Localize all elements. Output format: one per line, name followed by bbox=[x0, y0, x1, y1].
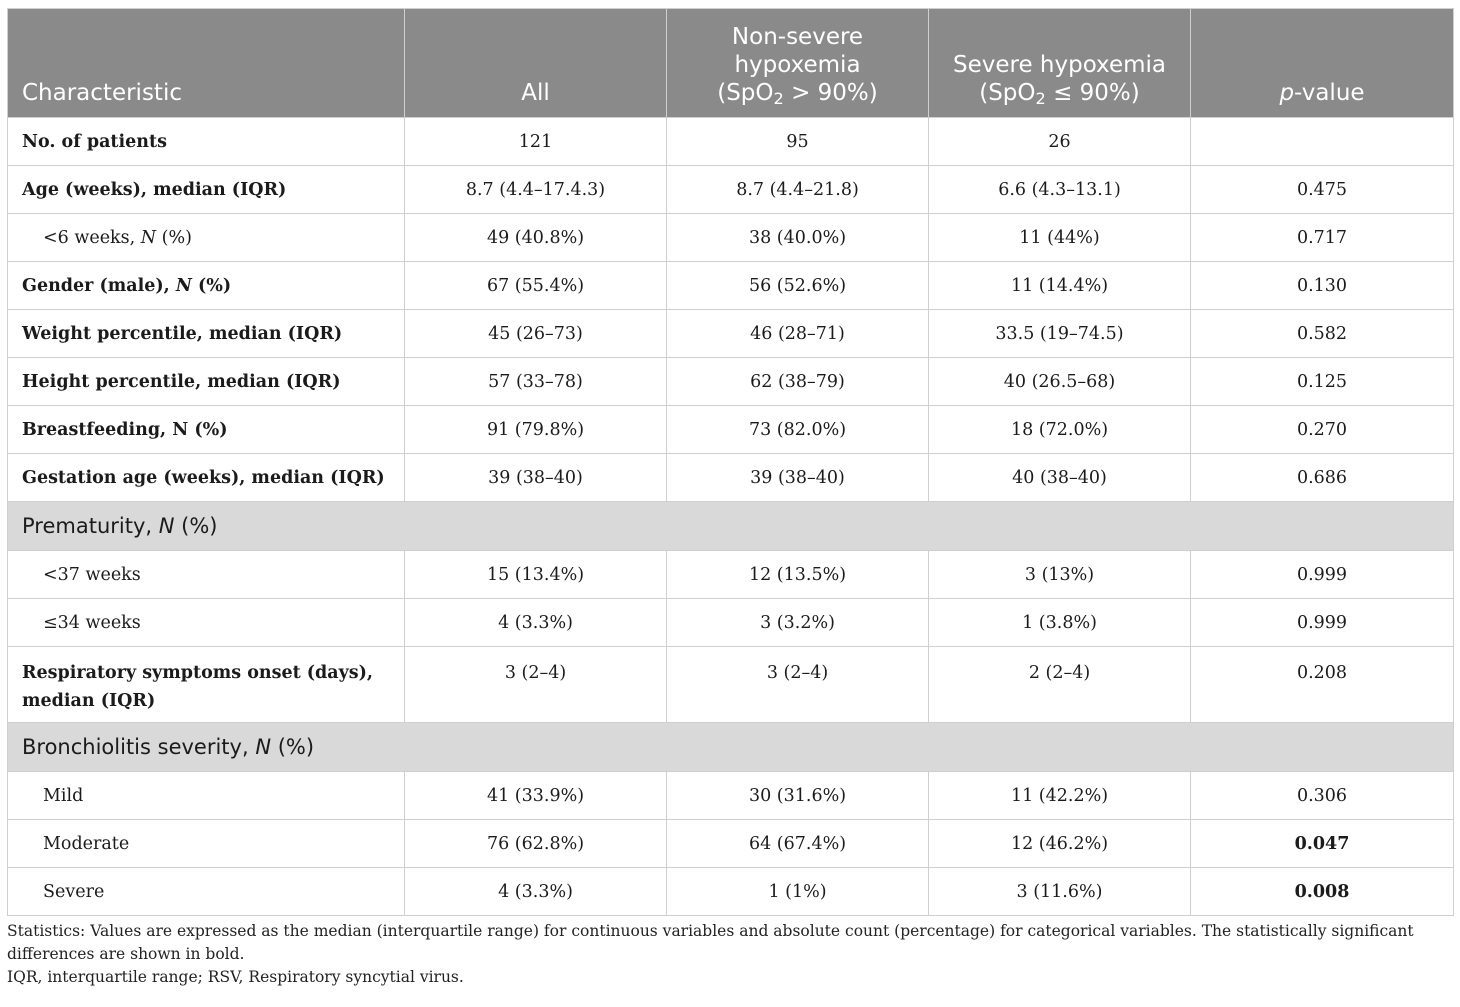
row-label: Mild bbox=[8, 772, 405, 820]
cell-all: 8.7 (4.4–17.4.3) bbox=[405, 166, 667, 214]
table-row bbox=[8, 647, 1454, 723]
cell-non-severe: 39 (38–40) bbox=[667, 454, 929, 502]
cell-severe: 11 (42.2%) bbox=[929, 772, 1191, 820]
cell-severe: 33.5 (19–74.5) bbox=[929, 310, 1191, 358]
cell-severe: 26 bbox=[929, 118, 1191, 166]
cell-severe: 1 (3.8%) bbox=[929, 599, 1191, 647]
header-row bbox=[8, 9, 1454, 118]
cell-pvalue-significant: 0.008 bbox=[1191, 868, 1454, 916]
cell-severe: 12 (46.2%) bbox=[929, 820, 1191, 868]
cell-all: 4 (3.3%) bbox=[405, 599, 667, 647]
table-row bbox=[8, 772, 1454, 820]
cell-pvalue bbox=[1191, 118, 1454, 166]
row-label-pre: <6 weeks, bbox=[43, 227, 141, 248]
table-row bbox=[8, 868, 1454, 916]
section-row-bronchiolitis bbox=[8, 723, 1454, 772]
table-row bbox=[8, 118, 1454, 166]
row-label-post: (%) bbox=[156, 227, 192, 248]
row-label: Weight percentile, median (IQR) bbox=[8, 310, 405, 358]
cell-non-severe: 12 (13.5%) bbox=[667, 551, 929, 599]
footnote-abbreviations: IQR, interquartile range; RSV, Respiratory syncytial virus. bbox=[7, 968, 464, 986]
table-row bbox=[8, 262, 1454, 310]
header-all: All bbox=[405, 9, 667, 118]
cell-severe: 40 (38–40) bbox=[929, 454, 1191, 502]
cell-non-severe: 95 bbox=[667, 118, 929, 166]
cell-severe: 2 (2–4) bbox=[929, 647, 1191, 723]
table-row bbox=[8, 310, 1454, 358]
section-title-post: (%) bbox=[174, 514, 218, 538]
table-row bbox=[8, 214, 1454, 262]
cell-pvalue: 0.208 bbox=[1191, 647, 1454, 723]
cell-pvalue: 0.717 bbox=[1191, 214, 1454, 262]
header-severe-line1: Severe hypoxemia bbox=[952, 52, 1167, 78]
section-title-pre: Bronchiolitis severity, bbox=[22, 735, 256, 759]
table-row bbox=[8, 358, 1454, 406]
cell-severe: 6.6 (4.3–13.1) bbox=[929, 166, 1191, 214]
cell-non-severe: 73 (82.0%) bbox=[667, 406, 929, 454]
cell-pvalue-significant: 0.047 bbox=[1191, 820, 1454, 868]
cell-severe: 40 (26.5–68) bbox=[929, 358, 1191, 406]
row-label: Age (weeks), median (IQR) bbox=[8, 166, 405, 214]
header-characteristic: Characteristic bbox=[8, 9, 405, 118]
row-label: Severe bbox=[8, 868, 405, 916]
cell-all: 67 (55.4%) bbox=[405, 262, 667, 310]
row-label: Height percentile, median (IQR) bbox=[8, 358, 405, 406]
section-row-prematurity bbox=[8, 502, 1454, 551]
row-label-post: (%) bbox=[191, 275, 232, 296]
cell-non-severe: 46 (28–71) bbox=[667, 310, 929, 358]
row-label: Moderate bbox=[8, 820, 405, 868]
cell-severe: 3 (13%) bbox=[929, 551, 1191, 599]
cell-severe: 3 (11.6%) bbox=[929, 868, 1191, 916]
header-non-severe-line3-post: > 90%) bbox=[783, 80, 878, 106]
cell-all: 3 (2–4) bbox=[405, 647, 667, 723]
header-severe-line2-post: ≤ 90%) bbox=[1045, 80, 1140, 106]
row-label-line2: median (IQR) bbox=[22, 691, 156, 711]
header-non-severe-line2: hypoxemia bbox=[734, 52, 861, 78]
cell-non-severe: 62 (38–79) bbox=[667, 358, 929, 406]
cell-all: 49 (40.8%) bbox=[405, 214, 667, 262]
cell-all: 121 bbox=[405, 118, 667, 166]
header-non-severe bbox=[667, 9, 929, 118]
cell-pvalue: 0.582 bbox=[1191, 310, 1454, 358]
cell-non-severe: 30 (31.6%) bbox=[667, 772, 929, 820]
table-row bbox=[8, 406, 1454, 454]
header-pvalue bbox=[1191, 9, 1454, 118]
header-severe-sub: 2 bbox=[1035, 89, 1046, 109]
cell-pvalue: 0.270 bbox=[1191, 406, 1454, 454]
characteristics-table bbox=[7, 8, 1454, 916]
header-severe-line2-pre: (SpO bbox=[979, 80, 1036, 106]
cell-non-severe: 38 (40.0%) bbox=[667, 214, 929, 262]
section-title-post: (%) bbox=[271, 735, 315, 759]
cell-pvalue: 0.306 bbox=[1191, 772, 1454, 820]
cell-non-severe: 3 (2–4) bbox=[667, 647, 929, 723]
row-label bbox=[8, 214, 405, 262]
footnote-statistics: Statistics: Values are expressed as the median (interquartile range) for continuous variables and absolute count (percentage) for categorical variables. The statistically significant differences are shown in bold. bbox=[7, 922, 1414, 963]
cell-severe: 18 (72.0%) bbox=[929, 406, 1191, 454]
header-non-severe-line3-pre: (SpO bbox=[717, 80, 774, 106]
section-title bbox=[8, 723, 1454, 772]
row-label-line1: Respiratory symptoms onset (days), bbox=[22, 663, 374, 683]
header-severe bbox=[929, 9, 1191, 118]
cell-all: 57 (33–78) bbox=[405, 358, 667, 406]
header-non-severe-line1: Non-severe bbox=[731, 24, 864, 50]
cell-severe: 11 (44%) bbox=[929, 214, 1191, 262]
cell-non-severe: 1 (1%) bbox=[667, 868, 929, 916]
cell-non-severe: 3 (3.2%) bbox=[667, 599, 929, 647]
cell-pvalue: 0.999 bbox=[1191, 599, 1454, 647]
cell-pvalue: 0.686 bbox=[1191, 454, 1454, 502]
section-title bbox=[8, 502, 1454, 551]
row-label: No. of patients bbox=[8, 118, 405, 166]
row-label: Breastfeeding, N (%) bbox=[8, 406, 405, 454]
table-row bbox=[8, 820, 1454, 868]
cell-all: 41 (33.9%) bbox=[405, 772, 667, 820]
cell-all: 39 (38–40) bbox=[405, 454, 667, 502]
cell-non-severe: 64 (67.4%) bbox=[667, 820, 929, 868]
cell-non-severe: 8.7 (4.4–21.8) bbox=[667, 166, 929, 214]
section-title-pre: Prematurity, bbox=[22, 514, 159, 538]
cell-all: 15 (13.4%) bbox=[405, 551, 667, 599]
section-title-italic: N bbox=[158, 514, 175, 538]
table-row bbox=[8, 551, 1454, 599]
table-footnotes bbox=[7, 920, 1453, 989]
cell-all: 91 (79.8%) bbox=[405, 406, 667, 454]
cell-all: 4 (3.3%) bbox=[405, 868, 667, 916]
table-row bbox=[8, 599, 1454, 647]
cell-pvalue: 0.999 bbox=[1191, 551, 1454, 599]
section-title-italic: N bbox=[255, 735, 272, 759]
cell-severe: 11 (14.4%) bbox=[929, 262, 1191, 310]
header-pvalue-rest: -value bbox=[1294, 80, 1365, 106]
row-label: ≤34 weeks bbox=[8, 599, 405, 647]
header-pvalue-italic: p bbox=[1279, 80, 1295, 106]
cell-pvalue: 0.125 bbox=[1191, 358, 1454, 406]
table-row bbox=[8, 454, 1454, 502]
row-label-italic: N bbox=[175, 275, 192, 296]
row-label-italic: N bbox=[140, 227, 157, 248]
table-container bbox=[7, 8, 1453, 989]
row-label: Gestation age (weeks), median (IQR) bbox=[8, 454, 405, 502]
row-label bbox=[8, 647, 405, 723]
cell-pvalue: 0.130 bbox=[1191, 262, 1454, 310]
cell-non-severe: 56 (52.6%) bbox=[667, 262, 929, 310]
cell-pvalue: 0.475 bbox=[1191, 166, 1454, 214]
cell-all: 76 (62.8%) bbox=[405, 820, 667, 868]
row-label-pre: Gender (male), bbox=[22, 275, 176, 296]
table-row bbox=[8, 166, 1454, 214]
row-label: <37 weeks bbox=[8, 551, 405, 599]
row-label bbox=[8, 262, 405, 310]
header-non-severe-sub: 2 bbox=[773, 89, 784, 109]
cell-all: 45 (26–73) bbox=[405, 310, 667, 358]
